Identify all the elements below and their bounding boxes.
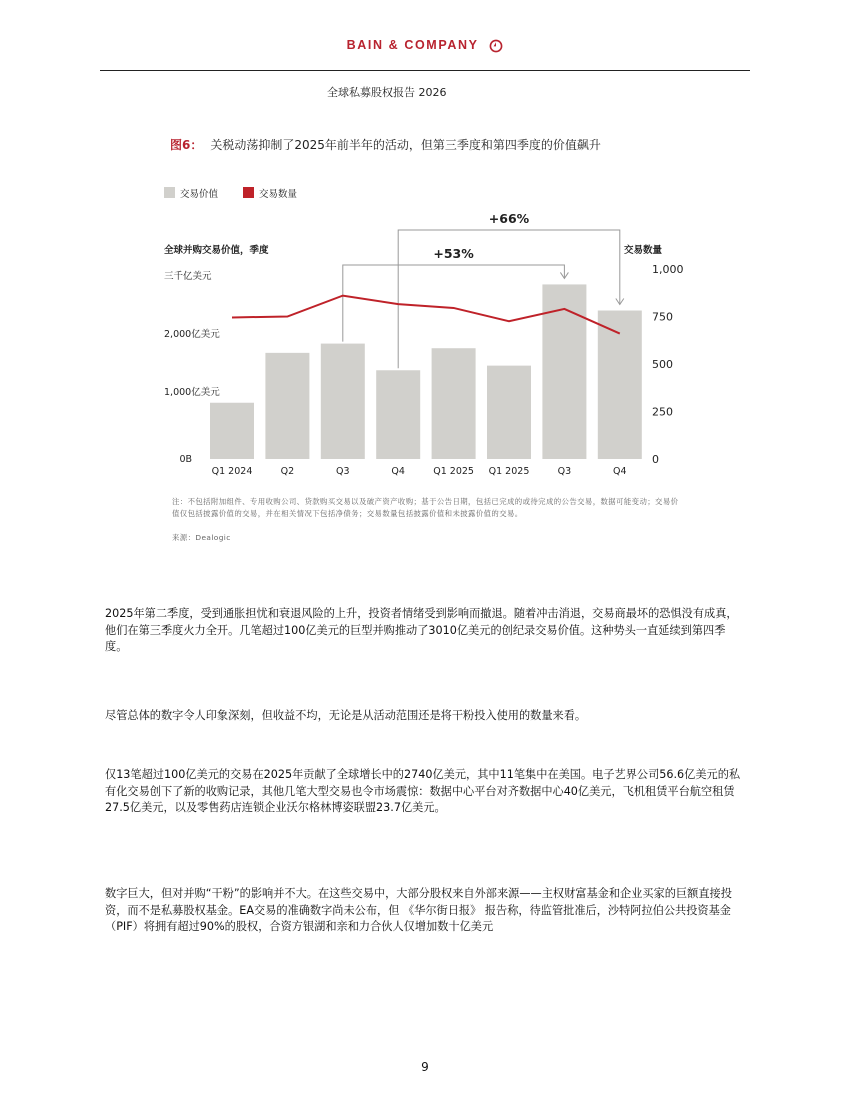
bar-2 [321, 344, 365, 459]
bar-1 [265, 353, 309, 459]
paragraph-4: 数字巨大，但对并购“干粉”的影响并不大。在这些交易中，大部分股权来自外部来源——主权财富基金和企业买家的巨额直接投资，而不是私募股权基金。EA交易的准确数字尚未公布，但 《华尔街日报》 报告称，待监管批准后，沙特阿拉伯公共投资基金（PIF）将拥有超过90%的股权，合资方银湖和亲和力合伙人仅增加数十亿美元 [105, 887, 732, 933]
bar-3 [376, 370, 420, 459]
right-tick-0: 0 [652, 453, 659, 466]
brand-name: BAIN & COMPANY [346, 38, 479, 52]
paragraph-2: 尽管总体的数字令人印象深刻，但收益不均，无论是从活动范围还是将干粉投入使用的数量来看。 [105, 709, 587, 722]
annotation-66-label: +66% [488, 211, 530, 226]
right-tick-1: 250 [652, 405, 673, 419]
figure-source: 来源：Dealogic [172, 533, 231, 542]
annotation-53-label: +53% [433, 246, 474, 261]
figure-label: 图6： [170, 138, 203, 152]
category-label-5: Q1 2025 [488, 466, 530, 477]
bar-0 [210, 403, 254, 459]
left-tick-3: 三千亿美元 [164, 271, 212, 282]
right-tick-2: 500 [652, 358, 673, 371]
report-title: 全球私募股权报告 2026 [327, 86, 447, 99]
paragraph-1: 2025年第二季度，受到通胀担忧和衰退风险的上升，投资者情绪受到影响而撤退。随着冲击消退，交易商最坏的恐惧没有成真，他们在第三季度火力全开。几笔超过100亿美元的巨型并购推动了3010亿美元的创纪录交易价值。这种势头一直延续到第四季度。 [105, 607, 738, 653]
page-number: 9 [421, 1060, 429, 1074]
legend-label-value: 交易价值 [180, 189, 219, 200]
bar-6 [542, 284, 586, 459]
category-label-4: Q1 2025 [433, 466, 474, 477]
left-tick-1: 1,000亿美元 [164, 387, 220, 398]
right-axis-title: 交易数量 [624, 245, 663, 256]
category-label-0: Q1 2024 [211, 466, 253, 477]
annotation-53-bracket [343, 265, 565, 342]
bar-5 [487, 366, 531, 459]
category-label-1: Q2 [280, 466, 295, 477]
category-label-3: Q4 [391, 466, 405, 477]
right-tick-3: 750 [652, 310, 673, 324]
category-label-7: Q4 [613, 466, 627, 477]
left-tick-0: 0B [179, 454, 192, 465]
bar-4 [432, 348, 476, 459]
right-tick-4: 1,000 [652, 263, 684, 276]
left-tick-2: 2,000亿美元 [164, 329, 220, 340]
annotation-66-bracket [398, 230, 620, 368]
category-label-6: Q3 [557, 466, 572, 477]
figure-note: 注：不包括附加组件、专用收购公司、贷款购买交易以及破产资产收购；基于公告日期，包括已完成的或待完成的公告交易，数据可能变动；交易价值仅包括披露价值的交易，并在相关情况下包括净债务；交易数量包括披露价值和未披露价值的交易。 [172, 497, 679, 518]
left-axis-title: 全球并购交易价值，季度 [164, 245, 269, 256]
legend-label-count: 交易数量 [259, 189, 298, 200]
category-label-2: Q3 [336, 466, 350, 477]
paragraph-3: 仅13笔超过100亿美元的交易在2025年贡献了全球增长中的2740亿美元，其中11笔集中在美国。电子艺界公司56.6亿美元的私有化交易创下了新的收购记录，其他几笔大型交易也令市场震惊：数据中心平台对齐数据中心40亿美元，飞机租赁平台航空租赁27.5亿美元，以及零售药店连锁企业沃尔格林博姿联盟23.7亿美元。 [105, 768, 741, 814]
figure-caption-text: 关税动荡抑制了2025年前半年的活动，但第三季度和第四季度的价值飙升 [210, 138, 601, 152]
